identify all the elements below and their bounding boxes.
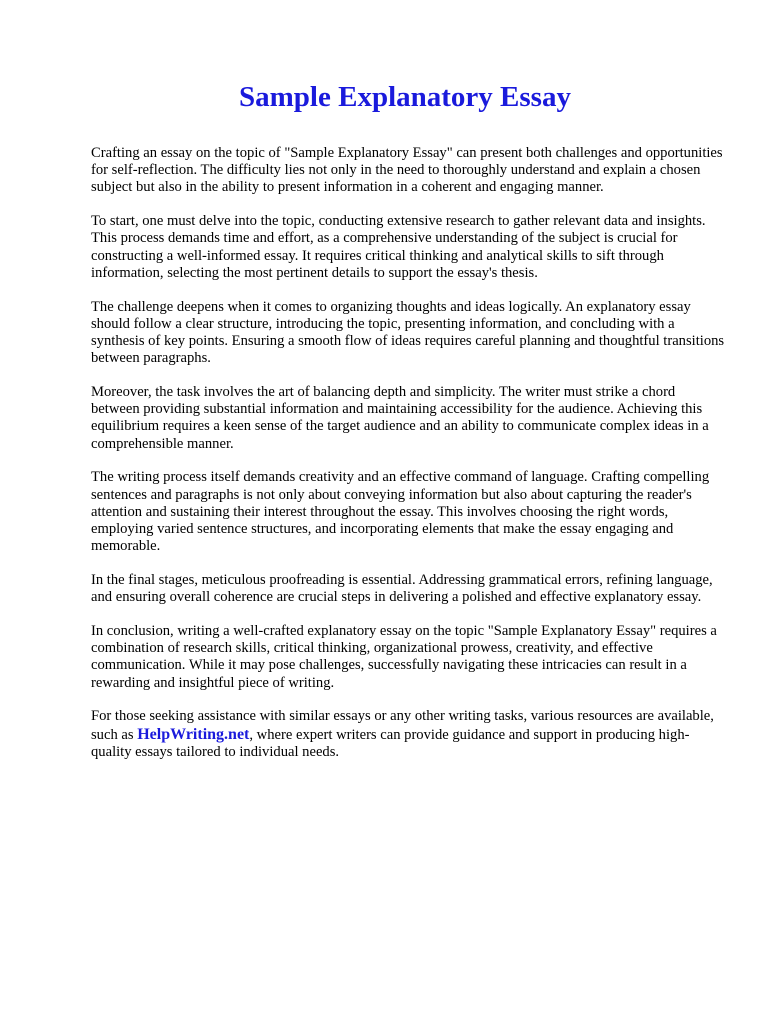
paragraph-organization: The challenge deepens when it comes to organizing thoughts and ideas logically. An explanatory essay should follow a clear structure, introducing the topic, presenting information, and concluding with a synthesis of key points. Ensuring a smooth flow of ideas requires careful planning and thoughtful transitions between paragraphs. (91, 298, 725, 367)
page-title: Sample Explanatory Essay (239, 81, 571, 113)
closing-text-before-link: For those seeking assistance with similar essays or any other writing tasks, various resources are available, such as (91, 708, 714, 743)
paragraph-writing-process: The writing process itself demands creativity and an effective command of language. Crafting compelling sentences and paragraphs is not only about conveying information but also about capturing the reader's attention and sustaining their interest throughout the essay. This involves choosing the right words, employing varied sentence structures, and incorporating elements that make the essay engaging and memorable. (91, 469, 710, 555)
closing-text-after-link: , where expert writers can provide guidance and support in producing high-quality essays tailored to individual needs. (91, 726, 690, 760)
paragraph-intro: Crafting an essay on the topic of "Sample Explanatory Essay" can present both challenges and opportunities for self-reflection. The difficulty lies not only in the need to thoroughly understand and explain a chosen subject but also in the ability to present information in a coherent and engaging manner. (91, 145, 723, 196)
paragraph-conclusion: In conclusion, writing a well-crafted explanatory essay on the topic "Sample Explanatory Essay" requires a combination of research skills, critical thinking, organizational prowess, creativity, and effective communication. While it may pose challenges, successfully navigating these intricacies can result in a rewarding and insightful piece of writing. (91, 623, 717, 691)
paragraph-proofreading: In the final stages, meticulous proofreading is essential. Addressing grammatical errors, refining language, and ensuring overall coherence are crucial steps in delivering a polished and effective explanatory essay. (91, 572, 713, 606)
essay-body (91, 145, 727, 761)
paragraph-research: To start, one must delve into the topic, conducting extensive research to gather relevant data and insights. This process demands time and effort, as a comprehensive understanding of the subject is crucial for constructing a well-informed essay. It requires critical thinking and analytical skills to sift through information, selecting the most pertinent details to support the essay's thesis. (91, 213, 706, 281)
paragraph-closing (91, 708, 727, 761)
paragraph-balance: Moreover, the task involves the art of balancing depth and simplicity. The writer must strike a chord between providing substantial information and maintaining accessibility for the audience. Achieving this equilibrium requires a keen sense of the target audience and an ability to communicate complex ideas in a comprehensible manner. (91, 384, 709, 452)
helpwriting-link[interactable]: HelpWriting.net (137, 725, 250, 743)
